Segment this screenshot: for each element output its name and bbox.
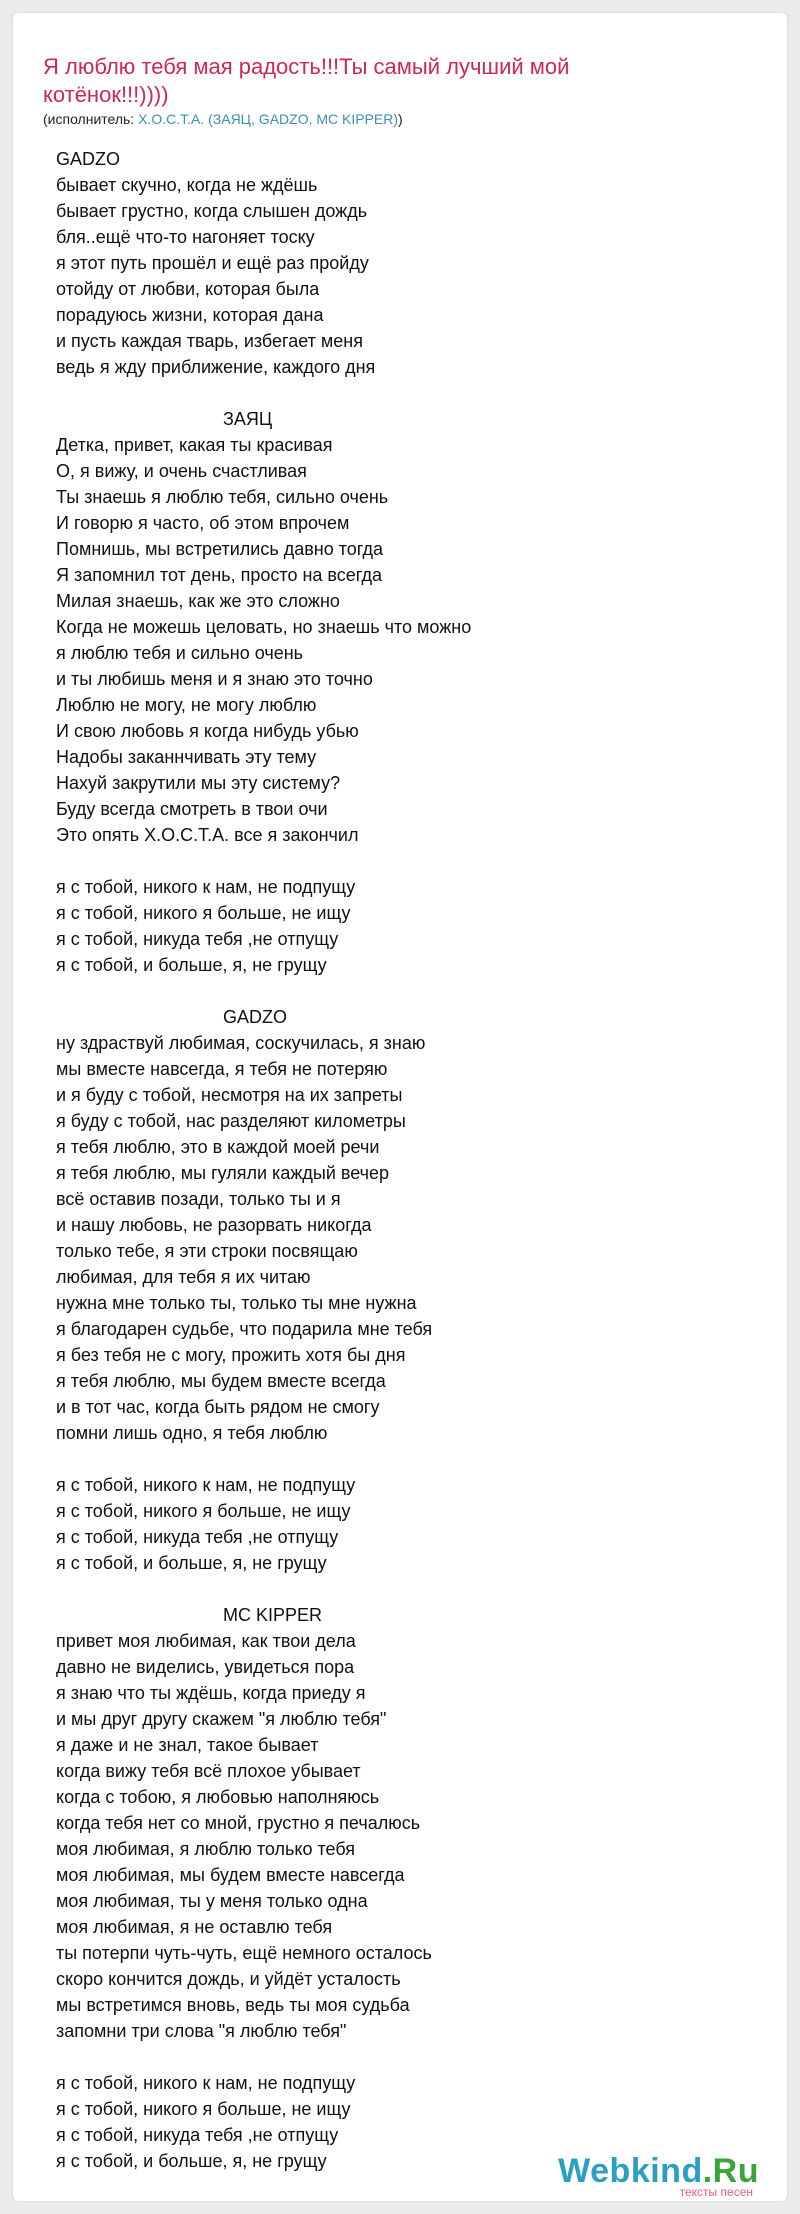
lyric-line: бывает скучно, когда не ждёшь <box>56 175 318 195</box>
lyric-line: Детка, привет, какая ты красивая <box>56 435 333 455</box>
lyric-line: моя любимая, я люблю только тебя <box>56 1839 356 1859</box>
lyric-line: только тебе, я эти строки посвящаю <box>56 1241 358 1261</box>
lyric-line: я с тобой, никого я больше, не ищу <box>56 1501 351 1521</box>
lyric-line: я с тобой, и больше, я, не грущу <box>56 2151 327 2171</box>
lyric-line: я с тобой, и больше, я, не грущу <box>56 955 327 975</box>
lyric-line: Это опять Х.О.С.Т.А. все я закончил <box>56 825 359 845</box>
lyric-line: я с тобой, никуда тебя ,не отпущу <box>56 929 339 949</box>
lyric-line: я этот путь прошёл и ещё раз пройду <box>56 253 369 273</box>
lyric-line: ведь я жду приближение, каждого дня <box>56 357 376 377</box>
lyric-line: всё оставив позади, только ты и я <box>56 1189 341 1209</box>
lyric-line: ты потерпи чуть-чуть, ещё немного осталось <box>56 1943 432 1963</box>
logo-tagline: тексты песен <box>679 2185 753 2199</box>
lyric-line: я с тобой, никого я больше, не ищу <box>56 903 351 923</box>
artist-link[interactable]: Х.О.С.Т.А. (ЗАЯЦ, GADZO, MC KIPPER) <box>138 111 399 127</box>
lyrics-stanza <box>56 1004 656 1446</box>
lyric-line: Нахуй закрутили мы эту систему? <box>56 773 341 793</box>
lyric-line: привет моя любимая, как твои дела <box>56 1631 356 1651</box>
lyric-line: Милая знаешь, как же это сложно <box>56 591 340 611</box>
lyric-line: ну здраствуй любимая, соскучилась, я знаю <box>56 1033 426 1053</box>
lyric-line: Когда не можешь целовать, но знаешь что можно <box>56 617 472 637</box>
lyric-line: моя любимая, мы будем вместе навсегда <box>56 1865 405 1885</box>
lyric-line: и нашу любовь, не разорвать никогда <box>56 1215 372 1235</box>
performer-heading: GADZO <box>223 1007 288 1027</box>
lyric-line: и мы друг другу скажем "я люблю тебя" <box>56 1709 387 1729</box>
lyric-line: помни лишь одно, я тебя люблю <box>56 1423 328 1443</box>
lyric-line: Буду всегда смотреть в твои очи <box>56 799 328 819</box>
logo-name: Webkind <box>558 2152 703 2190</box>
lyric-line: и я буду с тобой, несмотря на их запреты <box>56 1085 403 1105</box>
lyrics-stanza <box>56 1602 656 2044</box>
lyric-line: бля..ещё что-то нагоняет тоску <box>56 227 315 247</box>
performer-heading: GADZO <box>56 149 121 169</box>
lyric-line: я тебя люблю, мы будем вместе всегда <box>56 1371 386 1391</box>
lyric-line: Я запомнил тот день, просто на всегда <box>56 565 383 585</box>
lyrics-stanza <box>56 406 656 848</box>
lyric-line: я буду с тобой, нас разделяют километры <box>56 1111 406 1131</box>
lyric-line: порадуюсь жизни, которая дана <box>56 305 324 325</box>
lyric-line: я даже и не знал, такое бывает <box>56 1735 319 1755</box>
lyric-line: я без тебя не с могу, прожить хотя бы дня <box>56 1345 406 1365</box>
lyric-line: я с тобой, никого я больше, не ищу <box>56 2099 351 2119</box>
lyric-line: И говорю я часто, об этом впрочем <box>56 513 350 533</box>
lyric-line: я с тобой, никуда тебя ,не отпущу <box>56 1527 339 1547</box>
lyric-line: И свою любовь я когда нибудь убью <box>56 721 359 741</box>
lyrics-card <box>12 12 788 2202</box>
lyric-line: Помнишь, мы встретились давно тогда <box>56 539 384 559</box>
lyric-line: Надобы заканнчивать эту тему <box>56 747 317 767</box>
lyric-line: и ты любишь меня и я знаю это точно <box>56 669 373 689</box>
webkind-logo[interactable] <box>558 2153 759 2199</box>
lyric-line: я с тобой, никуда тебя ,не отпущу <box>56 2125 339 2145</box>
lyric-line: когда с тобою, я любовью наполняюсь <box>56 1787 380 1807</box>
lyric-line: любимая, для тебя я их читаю <box>56 1267 311 1287</box>
lyrics-stanza <box>56 874 656 978</box>
song-title: Я люблю тебя мая радость!!!Ты самый лучший мой котёнок!!!)))) <box>43 54 570 107</box>
lyric-line: давно не виделись, увидеться пора <box>56 1657 355 1677</box>
lyric-line: запомни три слова "я люблю тебя" <box>56 2021 347 2041</box>
lyric-line: мы встретимся вновь, ведь ты моя судьба <box>56 1995 410 2015</box>
lyric-line: когда тебя нет со мной, грустно я печалюсь <box>56 1813 421 1833</box>
lyric-line: я знаю что ты ждёшь, когда приеду я <box>56 1683 366 1703</box>
lyric-line: О, я вижу, и очень счастливая <box>56 461 307 481</box>
lyric-line: и пусть каждая тварь, избегает меня <box>56 331 363 351</box>
lyric-line: я люблю тебя и сильно очень <box>56 643 304 663</box>
lyric-line: отойду от любви, которая была <box>56 279 320 299</box>
lyric-line: я тебя люблю, мы гуляли каждый вечер <box>56 1163 390 1183</box>
lyric-line: моя любимая, ты у меня только одна <box>56 1891 368 1911</box>
lyrics-stanza <box>56 146 656 380</box>
lyrics-stanza <box>56 1472 656 1576</box>
lyrics-body <box>56 146 656 2174</box>
artist-prefix: (исполнитель: <box>43 111 139 127</box>
lyric-line: я благодарен судьбе, что подарила мне тебя <box>56 1319 433 1339</box>
lyric-line: Люблю не могу, не могу люблю <box>56 695 317 715</box>
logo-wordmark <box>558 2153 759 2189</box>
lyric-line: я с тобой, никого к нам, не подпущу <box>56 2073 356 2093</box>
performer-heading: MC KIPPER <box>223 1605 323 1625</box>
artist-line <box>43 110 403 128</box>
performer-heading: ЗАЯЦ <box>223 409 273 429</box>
lyric-line: и в тот час, когда быть рядом не смогу <box>56 1397 380 1417</box>
lyric-line: я с тобой, и больше, я, не грущу <box>56 1553 327 1573</box>
logo-tld: .Ru <box>702 2152 759 2190</box>
lyric-line: Ты знаешь я люблю тебя, сильно очень <box>56 487 389 507</box>
lyric-line: мы вместе навсегда, я тебя не потеряю <box>56 1059 388 1079</box>
lyric-line: я с тобой, никого к нам, не подпущу <box>56 1475 356 1495</box>
lyric-line: скоро кончится дождь, и уйдёт усталость <box>56 1969 401 1989</box>
lyric-line: я с тобой, никого к нам, не подпущу <box>56 877 356 897</box>
lyric-line: я тебя люблю, это в каждой моей речи <box>56 1137 380 1157</box>
lyric-line: бывает грустно, когда слышен дождь <box>56 201 368 221</box>
lyric-line: нужна мне только ты, только ты мне нужна <box>56 1293 417 1313</box>
artist-suffix: ) <box>398 111 403 127</box>
lyric-line: когда вижу тебя всё плохое убывает <box>56 1761 361 1781</box>
lyric-line: моя любимая, я не оставлю тебя <box>56 1917 333 1937</box>
